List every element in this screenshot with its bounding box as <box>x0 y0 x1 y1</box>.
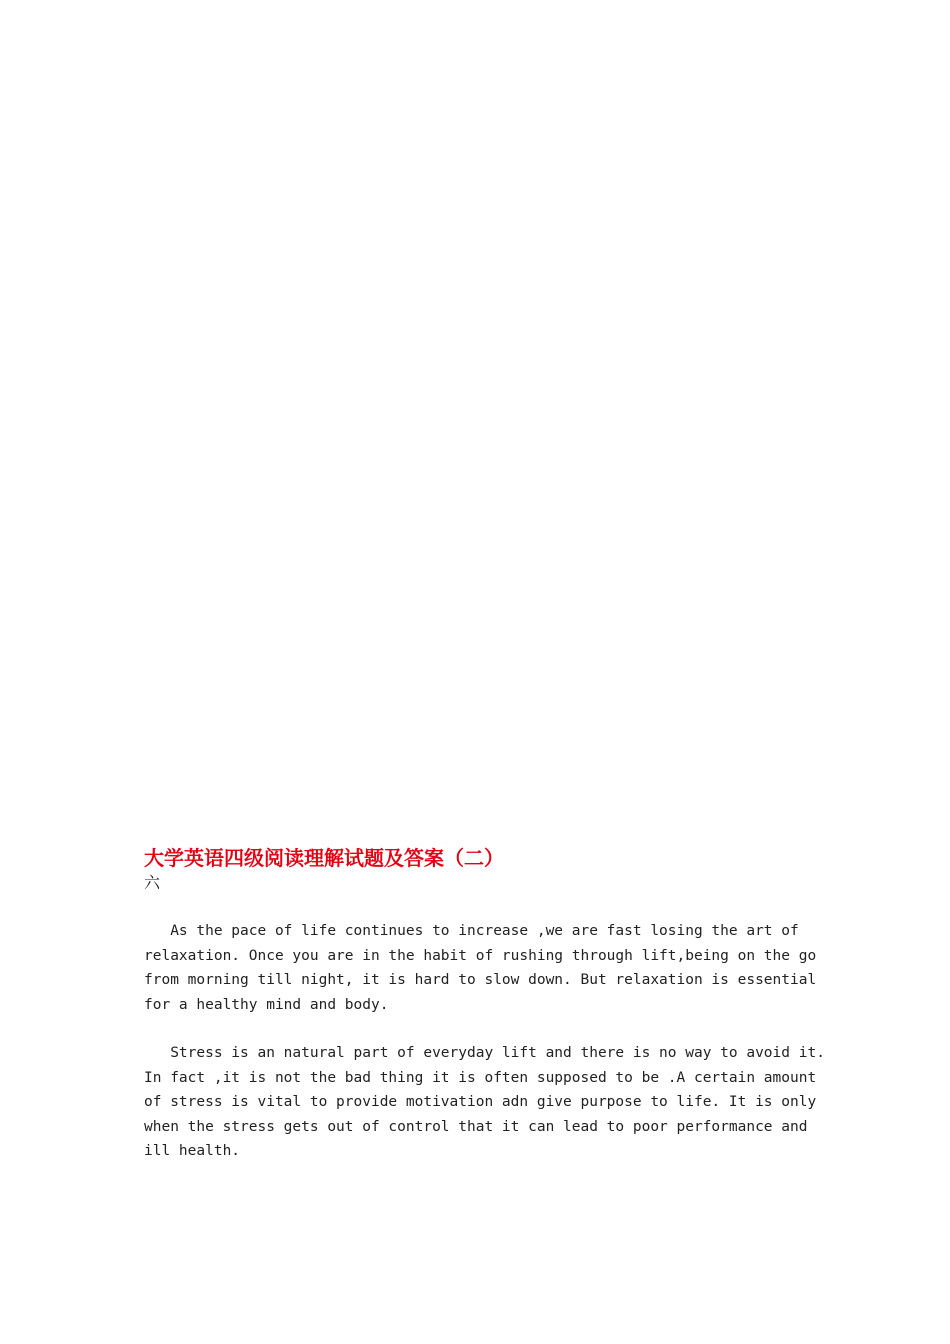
paragraph-line: from morning till night, it is hard to slow down. But relaxation is essential <box>144 972 817 989</box>
paragraph-line: for a healthy mind and body. <box>144 996 389 1013</box>
paragraph-2 <box>144 1041 824 1164</box>
paragraph-line: relaxation. Once you are in the habit of rushing through lift,being on the go <box>144 947 817 964</box>
paragraph-line: ill health. <box>144 1143 241 1160</box>
paragraph-line: As the pace of life continues to increase ,we are fast losing the art of <box>144 923 799 939</box>
paragraph-line: Stress is an natural part of everyday lift and there is no way to avoid it. <box>144 1045 825 1061</box>
section-number: 六 <box>144 873 161 892</box>
document-title: 大学英语四级阅读理解试题及答案（二） <box>144 846 504 870</box>
paragraph-line: In fact ,it is not the bad thing it is often supposed to be .A certain amount <box>144 1069 817 1086</box>
paragraph-1 <box>144 919 824 1017</box>
paragraph-line: of stress is vital to provide motivation adn give purpose to life. It is only <box>144 1094 817 1111</box>
paragraph-line: when the stress gets out of control that it can lead to poor performance and <box>144 1118 808 1135</box>
